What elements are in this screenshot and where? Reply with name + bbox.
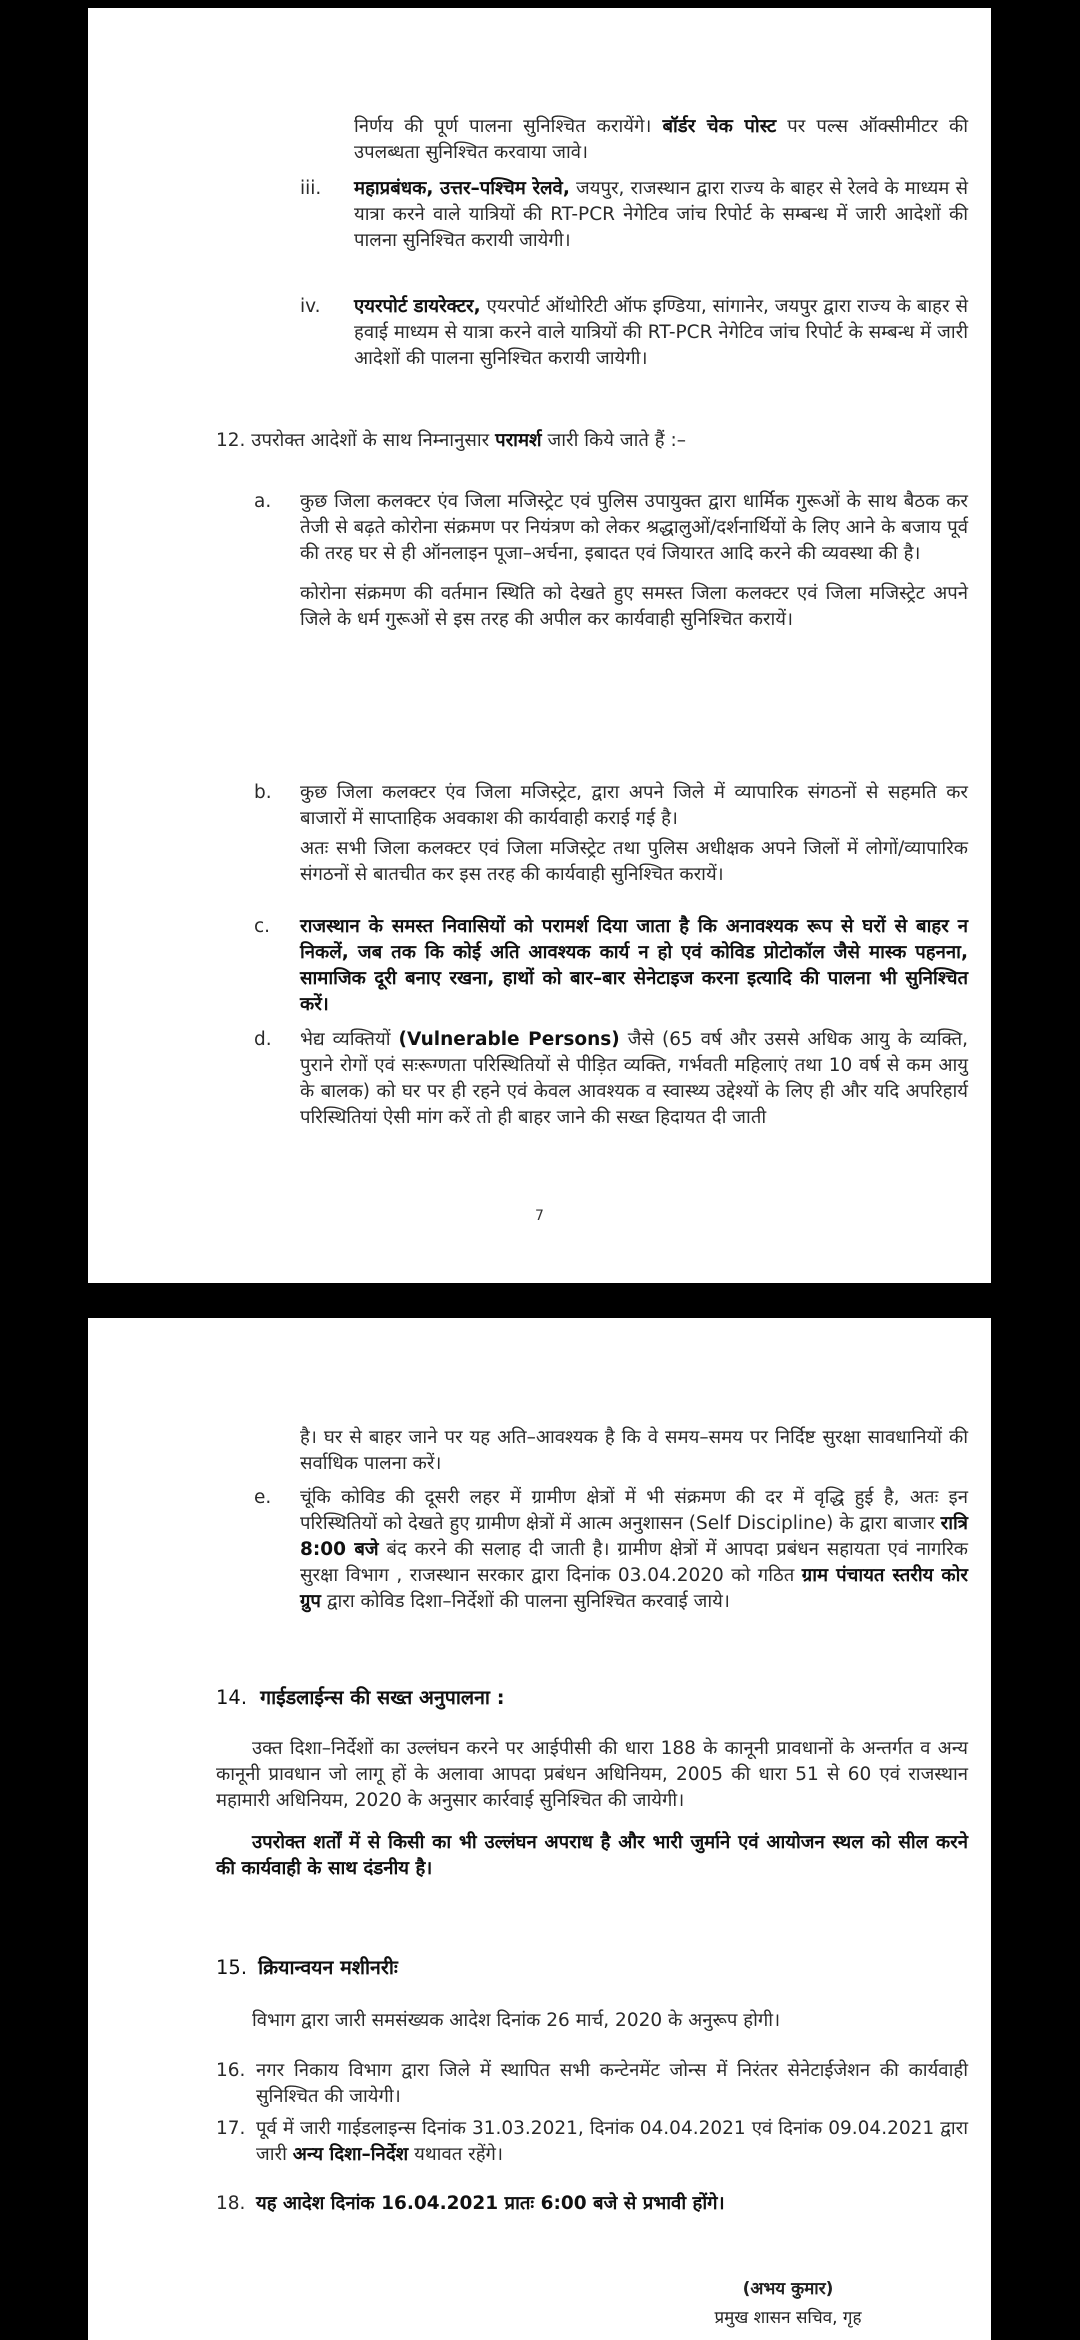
bold-text-run: राजस्थान के समस्त निवासियों को परामर्श दिया जाता है कि अनावश्यक रूप से घरों से बाहर न निकलें, जब तक कि कोई अति आवश्यक कार्य न हो एवं कोविड प्रोटोकॉल जैसे मास्क पहनना, सामाजिक दूरी बनाए रखना, हाथों को बार–बार सेनेटाइज करना इत्यादि की पालना भी सुनिश्चित करें। bbox=[300, 916, 968, 1015]
text-run: एयरपोर्ट ऑथोरिटी ऑफ इण्डिया, सांगानेर, जयपुर द्वारा राज्य के बाहर से हवाई माध्यम से यात्रा करने वाले यात्रियों की RT-PCR नेगेटिव जांच रिपोर्ट के सम्बन्ध में जारी आदेशों की पालना सुनिश्चित करायी जायेगी। bbox=[354, 296, 968, 369]
item-e-para bbox=[300, 1485, 968, 1615]
item-iv-marker: iv. bbox=[300, 296, 321, 317]
bold-text-run: उपरोक्त शर्तों में से किसी का भी उल्लंघन अपराध है और भारी जुर्माने एवं आयोजन स्थल को सील करने की कार्यवाही के साथ दंडनीय है। bbox=[216, 1832, 968, 1879]
text-run: बंद करने की सलाह दी जाती है। ग्रामीण क्षेत्रों में आपदा प्रबंधन सहायता एवं नागरिक सुरक्षा विभाग , राजस्थान सरकार द्वारा दिनांक 03.04.2020 को गठित bbox=[300, 1539, 969, 1586]
bold-text-run: ग्राम पंचायत स्तरीय कोर ग्रुप bbox=[300, 1565, 968, 1612]
item-b-para-2 bbox=[300, 836, 968, 888]
item-ii-continuation bbox=[354, 114, 968, 166]
section-14-para-1 bbox=[216, 1736, 968, 1814]
text-run: अतः सभी जिला कलक्टर एवं जिला मजिस्ट्रेट तथा पुलिस अधीक्षक अपने जिलों में लोगों/व्यापारिक संगठनों से बातचीत कर इस तरह की कार्यवाही सुनिश्चित करायें। bbox=[300, 838, 968, 885]
bold-text-run: महाप्रबंधक, उत्तर–पश्चिम रेलवे, bbox=[354, 178, 570, 199]
text-run: जारी किये जाते हैं :– bbox=[541, 430, 686, 451]
section-15-title: क्रियान्वयन मशीनरीः bbox=[258, 1956, 398, 1979]
page-number: 7 bbox=[535, 1208, 544, 1224]
text-run: पूर्व में जारी गाईडलाइन्स दिनांक 31.03.2021, दिनांक 04.04.2021 एवं दिनांक 09.04.2021 द्वारा जारी bbox=[256, 2118, 968, 2165]
item-iv-text bbox=[354, 294, 968, 372]
section-15-number: 15. bbox=[216, 1956, 248, 1979]
item-b-para-1 bbox=[300, 780, 968, 832]
item-d-continuation bbox=[300, 1425, 968, 1477]
section-15-para bbox=[252, 2008, 968, 2034]
bold-text-run: यह आदेश दिनांक 16.04.2021 प्रातः 6:00 बजे से प्रभावी होंगे। bbox=[256, 2193, 725, 2214]
item-12-intro bbox=[216, 428, 968, 454]
item-a-marker: a. bbox=[254, 491, 272, 512]
text-run: कुछ जिला कलक्टर एंव जिला मजिस्ट्रेट, द्वारा अपने जिले में व्यापारिक संगठनों से सहमति कर बाजारों में साप्ताहिक अवकाश की कार्यवाही कराई गई है। bbox=[300, 782, 968, 829]
text-run: कोरोना संक्रमण की वर्तमान स्थिति को देखते हुए समस्त जिला कलक्टर एवं जिला मजिस्ट्रेट अपने जिले के धर्म गुरूओं से इस तरह की अपील कर कार्यवाही सुनिश्चित करायें। bbox=[300, 583, 968, 630]
text-run: यथावत रहेंगे। bbox=[408, 2144, 503, 2165]
text-run: जयपुर, राजस्थान द्वारा राज्य के बाहर से रेलवे के माध्यम से यात्रा करने वाले यात्रियों की RT-PCR नेगेटिव जांच रिपोर्ट के सम्बन्ध में जारी आदेशों की पालना सुनिश्चित करायी जायेगी। bbox=[354, 178, 968, 251]
bold-text-run: रात्रि 8:00 बजे bbox=[300, 1513, 968, 1560]
text-run: 12. उपरोक्त आदेशों के साथ निम्नानुसार bbox=[216, 430, 496, 451]
bold-text-run: (Vulnerable Persons) bbox=[398, 1029, 620, 1050]
text-run: जैसे (65 वर्ष और उससे अधिक आयु के व्यक्ति, पुराने रोगों एवं सःरूग्णता परिस्थितियों से पीड़ित व्यक्ति, गर्भवती महिलाएं तथा 10 वर्ष से कम आयु के बालक) को घर पर ही रहने एवं केवल आवश्यक व स्वास्थ्य उद्देश्यों के लिए ही और यदि अपरिहार्य परिस्थितियां ऐसी मांग करें तो ही बाहर जाने की सख्त हिदायत दी जाती bbox=[300, 1029, 968, 1128]
item-c-marker: c. bbox=[254, 916, 271, 937]
item-17-text bbox=[256, 2116, 968, 2168]
item-a-para-1 bbox=[300, 489, 968, 567]
text-run: नगर निकाय विभाग द्वारा जिले में स्थापित सभी कन्टेनमेंट जोन्स में निरंतर सेनेटाईजेशन की कार्यवाही सुनिश्चित की जायेगी। bbox=[256, 2060, 968, 2107]
item-16-marker: 16. bbox=[216, 2060, 246, 2081]
item-c-para bbox=[300, 914, 968, 1018]
bold-text-run: एयरपोर्ट डायरेक्टर, bbox=[354, 296, 481, 317]
document-page-2 bbox=[88, 1318, 991, 2340]
text-run: चूंकि कोविड की दूसरी लहर में ग्रामीण क्षेत्रों में भी संक्रमण की दर में वृद्धि हुई है, अतः इन परिस्थितियों को देखते हुए ग्रामीण क्षेत्रों में आत्म अनुशासन (Self Discipline) के द्वारा बाजार bbox=[300, 1487, 968, 1534]
item-a-para-2 bbox=[300, 581, 968, 633]
text-run: द्वारा कोविड दिशा–निर्देशों की पालना सुनिश्चित करवाई जाये। bbox=[320, 1591, 730, 1612]
bold-text-run: परामर्श bbox=[495, 430, 542, 451]
item-e-marker: e. bbox=[254, 1487, 272, 1508]
section-14-heading bbox=[216, 1684, 968, 1712]
item-d-para bbox=[300, 1027, 968, 1131]
bold-text-run: अन्य दिशा–निर्देश bbox=[292, 2144, 409, 2165]
signatory-name: (अभय कुमार) bbox=[742, 2279, 834, 2299]
text-run: है। घर से बाहर जाने पर यह अति–आवश्यक है कि वे समय–समय पर निर्दिष्ट सुरक्षा सावधानियों की सर्वाधिक पालना करें। bbox=[300, 1427, 968, 1474]
text-run: उक्त दिशा–निर्देशों का उल्लंघन करने पर आईपीसी की धारा 188 के कानूनी प्रावधानों के अन्तर्गत व अन्य कानूनी प्रावधान जो लागू हों के अलावा आपदा प्रबंधन अधिनियम, 2005 की धारा 51 से 60 एवं राजस्थान महामारी अधिनियम, 2020 के अनुसार कार्रवाई सुनिश्चित की जायेगी। bbox=[216, 1738, 968, 1811]
bold-text-run: बॉर्डर चेक पोस्ट bbox=[662, 116, 777, 137]
item-18-text bbox=[256, 2191, 968, 2217]
section-14-title: गाईडलाईन्स की सख्त अनुपालना : bbox=[260, 1686, 505, 1709]
item-iii-marker: iii. bbox=[300, 178, 322, 199]
text-run: पर पल्स ऑक्सीमीटर की उपलब्धता सुनिश्चित करवाया जावे। bbox=[354, 116, 968, 163]
item-16-text bbox=[256, 2058, 968, 2110]
text-run: निर्णय की पूर्ण पालना सुनिश्चित करायेंगे। bbox=[354, 116, 663, 137]
item-b-marker: b. bbox=[254, 782, 272, 803]
section-14-number: 14. bbox=[216, 1686, 248, 1709]
item-iii-text bbox=[354, 176, 968, 254]
section-14-para-2 bbox=[216, 1830, 968, 1882]
text-run: कुछ जिला कलक्टर एंव जिला मजिस्ट्रेट एवं पुलिस उपायुक्त द्वारा धार्मिक गुरूओं के साथ बैठक कर तेजी से बढ़ते कोरोना संक्रमण पर नियंत्रण को लेकर श्रद्धालुओं/दर्शनार्थियों के लिए आने के बजाय पूर्व की तरह घर से ही ऑनलाइन पूजा–अर्चना, इबादत एवं जियारत आदि करने की व्यवस्था की है। bbox=[300, 491, 968, 564]
signatory-title: प्रमुख शासन सचिव, गृह bbox=[714, 2308, 862, 2328]
section-15-heading bbox=[216, 1954, 968, 1982]
document-page-1 bbox=[88, 8, 991, 1283]
item-d-marker: d. bbox=[254, 1029, 272, 1050]
item-17-marker: 17. bbox=[216, 2118, 246, 2139]
text-run: भेद्य व्यक्तियों bbox=[300, 1029, 399, 1050]
text-run: विभाग द्वारा जारी समसंख्यक आदेश दिनांक 26 मार्च, 2020 के अनुरूप होगी। bbox=[252, 2010, 781, 2031]
item-18-marker: 18. bbox=[216, 2193, 246, 2214]
